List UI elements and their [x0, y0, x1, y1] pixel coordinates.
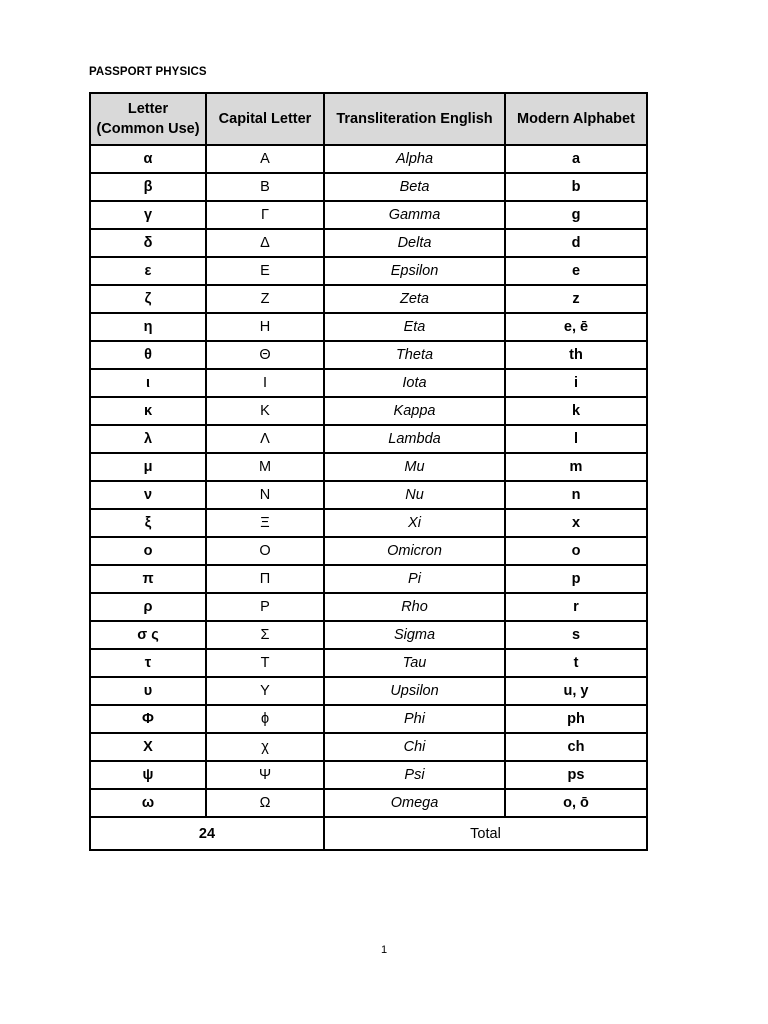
page-number: 1	[380, 944, 388, 956]
header-row	[90, 93, 647, 145]
cell-modern: g	[505, 201, 647, 229]
cell-capital: Ι	[206, 369, 324, 397]
cell-transliteration: Mu	[324, 453, 505, 481]
table-row	[90, 229, 647, 257]
cell-capital: Σ	[206, 621, 324, 649]
cell-transliteration: Eta	[324, 313, 505, 341]
cell-capital: Μ	[206, 453, 324, 481]
header-letter-line2: (Common Use)	[96, 121, 200, 137]
cell-capital: Τ	[206, 649, 324, 677]
cell-modern: r	[505, 593, 647, 621]
cell-transliteration: Iota	[324, 369, 505, 397]
cell-letter: ψ	[90, 761, 206, 789]
cell-capital: Π	[206, 565, 324, 593]
cell-capital: Ξ	[206, 509, 324, 537]
table-row	[90, 425, 647, 453]
table-header	[90, 93, 647, 145]
table-row	[90, 397, 647, 425]
table-row	[90, 257, 647, 285]
cell-letter: κ	[90, 397, 206, 425]
cell-letter: Φ	[90, 705, 206, 733]
table-row	[90, 201, 647, 229]
cell-modern: n	[505, 481, 647, 509]
table-row	[90, 145, 647, 173]
total-row	[90, 817, 647, 850]
table-row	[90, 509, 647, 537]
table-row	[90, 313, 647, 341]
cell-letter: υ	[90, 677, 206, 705]
cell-modern: e, ē	[505, 313, 647, 341]
cell-transliteration: Rho	[324, 593, 505, 621]
cell-modern: k	[505, 397, 647, 425]
table-row	[90, 593, 647, 621]
cell-letter: θ	[90, 341, 206, 369]
cell-modern: e	[505, 257, 647, 285]
cell-transliteration: Delta	[324, 229, 505, 257]
table-row	[90, 705, 647, 733]
cell-capital: ϕ	[206, 705, 324, 733]
cell-modern: p	[505, 565, 647, 593]
cell-transliteration: Lambda	[324, 425, 505, 453]
cell-letter: ρ	[90, 593, 206, 621]
cell-modern: i	[505, 369, 647, 397]
cell-modern: s	[505, 621, 647, 649]
cell-capital: Β	[206, 173, 324, 201]
cell-transliteration: Omega	[324, 789, 505, 817]
table-row	[90, 565, 647, 593]
cell-transliteration: Beta	[324, 173, 505, 201]
cell-capital: Κ	[206, 397, 324, 425]
cell-letter: ζ	[90, 285, 206, 313]
cell-modern: m	[505, 453, 647, 481]
cell-transliteration: Pi	[324, 565, 505, 593]
cell-letter: ο	[90, 537, 206, 565]
cell-letter: β	[90, 173, 206, 201]
cell-modern: ps	[505, 761, 647, 789]
cell-modern: t	[505, 649, 647, 677]
cell-capital: Θ	[206, 341, 324, 369]
cell-transliteration: Theta	[324, 341, 505, 369]
cell-letter: γ	[90, 201, 206, 229]
cell-capital: Ψ	[206, 761, 324, 789]
cell-modern: o	[505, 537, 647, 565]
cell-letter: δ	[90, 229, 206, 257]
cell-capital: Δ	[206, 229, 324, 257]
cell-modern: u, y	[505, 677, 647, 705]
cell-letter: η	[90, 313, 206, 341]
table-row	[90, 649, 647, 677]
table-row	[90, 677, 647, 705]
cell-capital: Ν	[206, 481, 324, 509]
cell-transliteration: Chi	[324, 733, 505, 761]
cell-transliteration: Omicron	[324, 537, 505, 565]
cell-capital: Γ	[206, 201, 324, 229]
cell-letter: Χ	[90, 733, 206, 761]
cell-transliteration: Tau	[324, 649, 505, 677]
cell-transliteration: Epsilon	[324, 257, 505, 285]
table-row	[90, 789, 647, 817]
cell-modern: o, ō	[505, 789, 647, 817]
cell-transliteration: Nu	[324, 481, 505, 509]
header-capital: Capital Letter	[206, 93, 324, 145]
cell-capital: Υ	[206, 677, 324, 705]
cell-capital: χ	[206, 733, 324, 761]
table-row	[90, 761, 647, 789]
cell-capital: Ο	[206, 537, 324, 565]
cell-letter: λ	[90, 425, 206, 453]
cell-letter: ι	[90, 369, 206, 397]
cell-capital: Λ	[206, 425, 324, 453]
cell-capital: Ω	[206, 789, 324, 817]
cell-modern: ch	[505, 733, 647, 761]
header-transliteration: Transliteration English	[324, 93, 505, 145]
cell-transliteration: Zeta	[324, 285, 505, 313]
table-row	[90, 341, 647, 369]
cell-letter: α	[90, 145, 206, 173]
cell-transliteration: Xi	[324, 509, 505, 537]
cell-modern: th	[505, 341, 647, 369]
total-label: Total	[324, 817, 647, 850]
cell-letter: μ	[90, 453, 206, 481]
cell-transliteration: Upsilon	[324, 677, 505, 705]
table-row	[90, 453, 647, 481]
cell-capital: Η	[206, 313, 324, 341]
greek-alphabet-table	[89, 92, 648, 851]
cell-letter: σ ς	[90, 621, 206, 649]
cell-capital: Α	[206, 145, 324, 173]
table-row	[90, 285, 647, 313]
cell-modern: z	[505, 285, 647, 313]
table-body	[90, 145, 647, 817]
cell-letter: ξ	[90, 509, 206, 537]
table-footer	[90, 817, 647, 850]
header-letter-line1: Letter	[127, 101, 169, 117]
document-header: PASSPORT PHYSICS	[89, 66, 207, 78]
cell-transliteration: Alpha	[324, 145, 505, 173]
cell-transliteration: Gamma	[324, 201, 505, 229]
total-count: 24	[90, 817, 324, 850]
cell-letter: π	[90, 565, 206, 593]
cell-letter: ε	[90, 257, 206, 285]
cell-capital: Ρ	[206, 593, 324, 621]
table-row	[90, 733, 647, 761]
cell-modern: d	[505, 229, 647, 257]
cell-transliteration: Sigma	[324, 621, 505, 649]
header-modern: Modern Alphabet	[505, 93, 647, 145]
cell-modern: x	[505, 509, 647, 537]
cell-modern: ph	[505, 705, 647, 733]
cell-transliteration: Kappa	[324, 397, 505, 425]
cell-modern: b	[505, 173, 647, 201]
cell-transliteration: Phi	[324, 705, 505, 733]
table-row	[90, 369, 647, 397]
cell-capital: Ε	[206, 257, 324, 285]
table-row	[90, 621, 647, 649]
header-letter	[90, 93, 206, 145]
cell-modern: a	[505, 145, 647, 173]
cell-capital: Ζ	[206, 285, 324, 313]
cell-letter: ν	[90, 481, 206, 509]
cell-transliteration: Psi	[324, 761, 505, 789]
table-row	[90, 481, 647, 509]
cell-modern: l	[505, 425, 647, 453]
cell-letter: τ	[90, 649, 206, 677]
table-row	[90, 537, 647, 565]
table-row	[90, 173, 647, 201]
cell-letter: ω	[90, 789, 206, 817]
